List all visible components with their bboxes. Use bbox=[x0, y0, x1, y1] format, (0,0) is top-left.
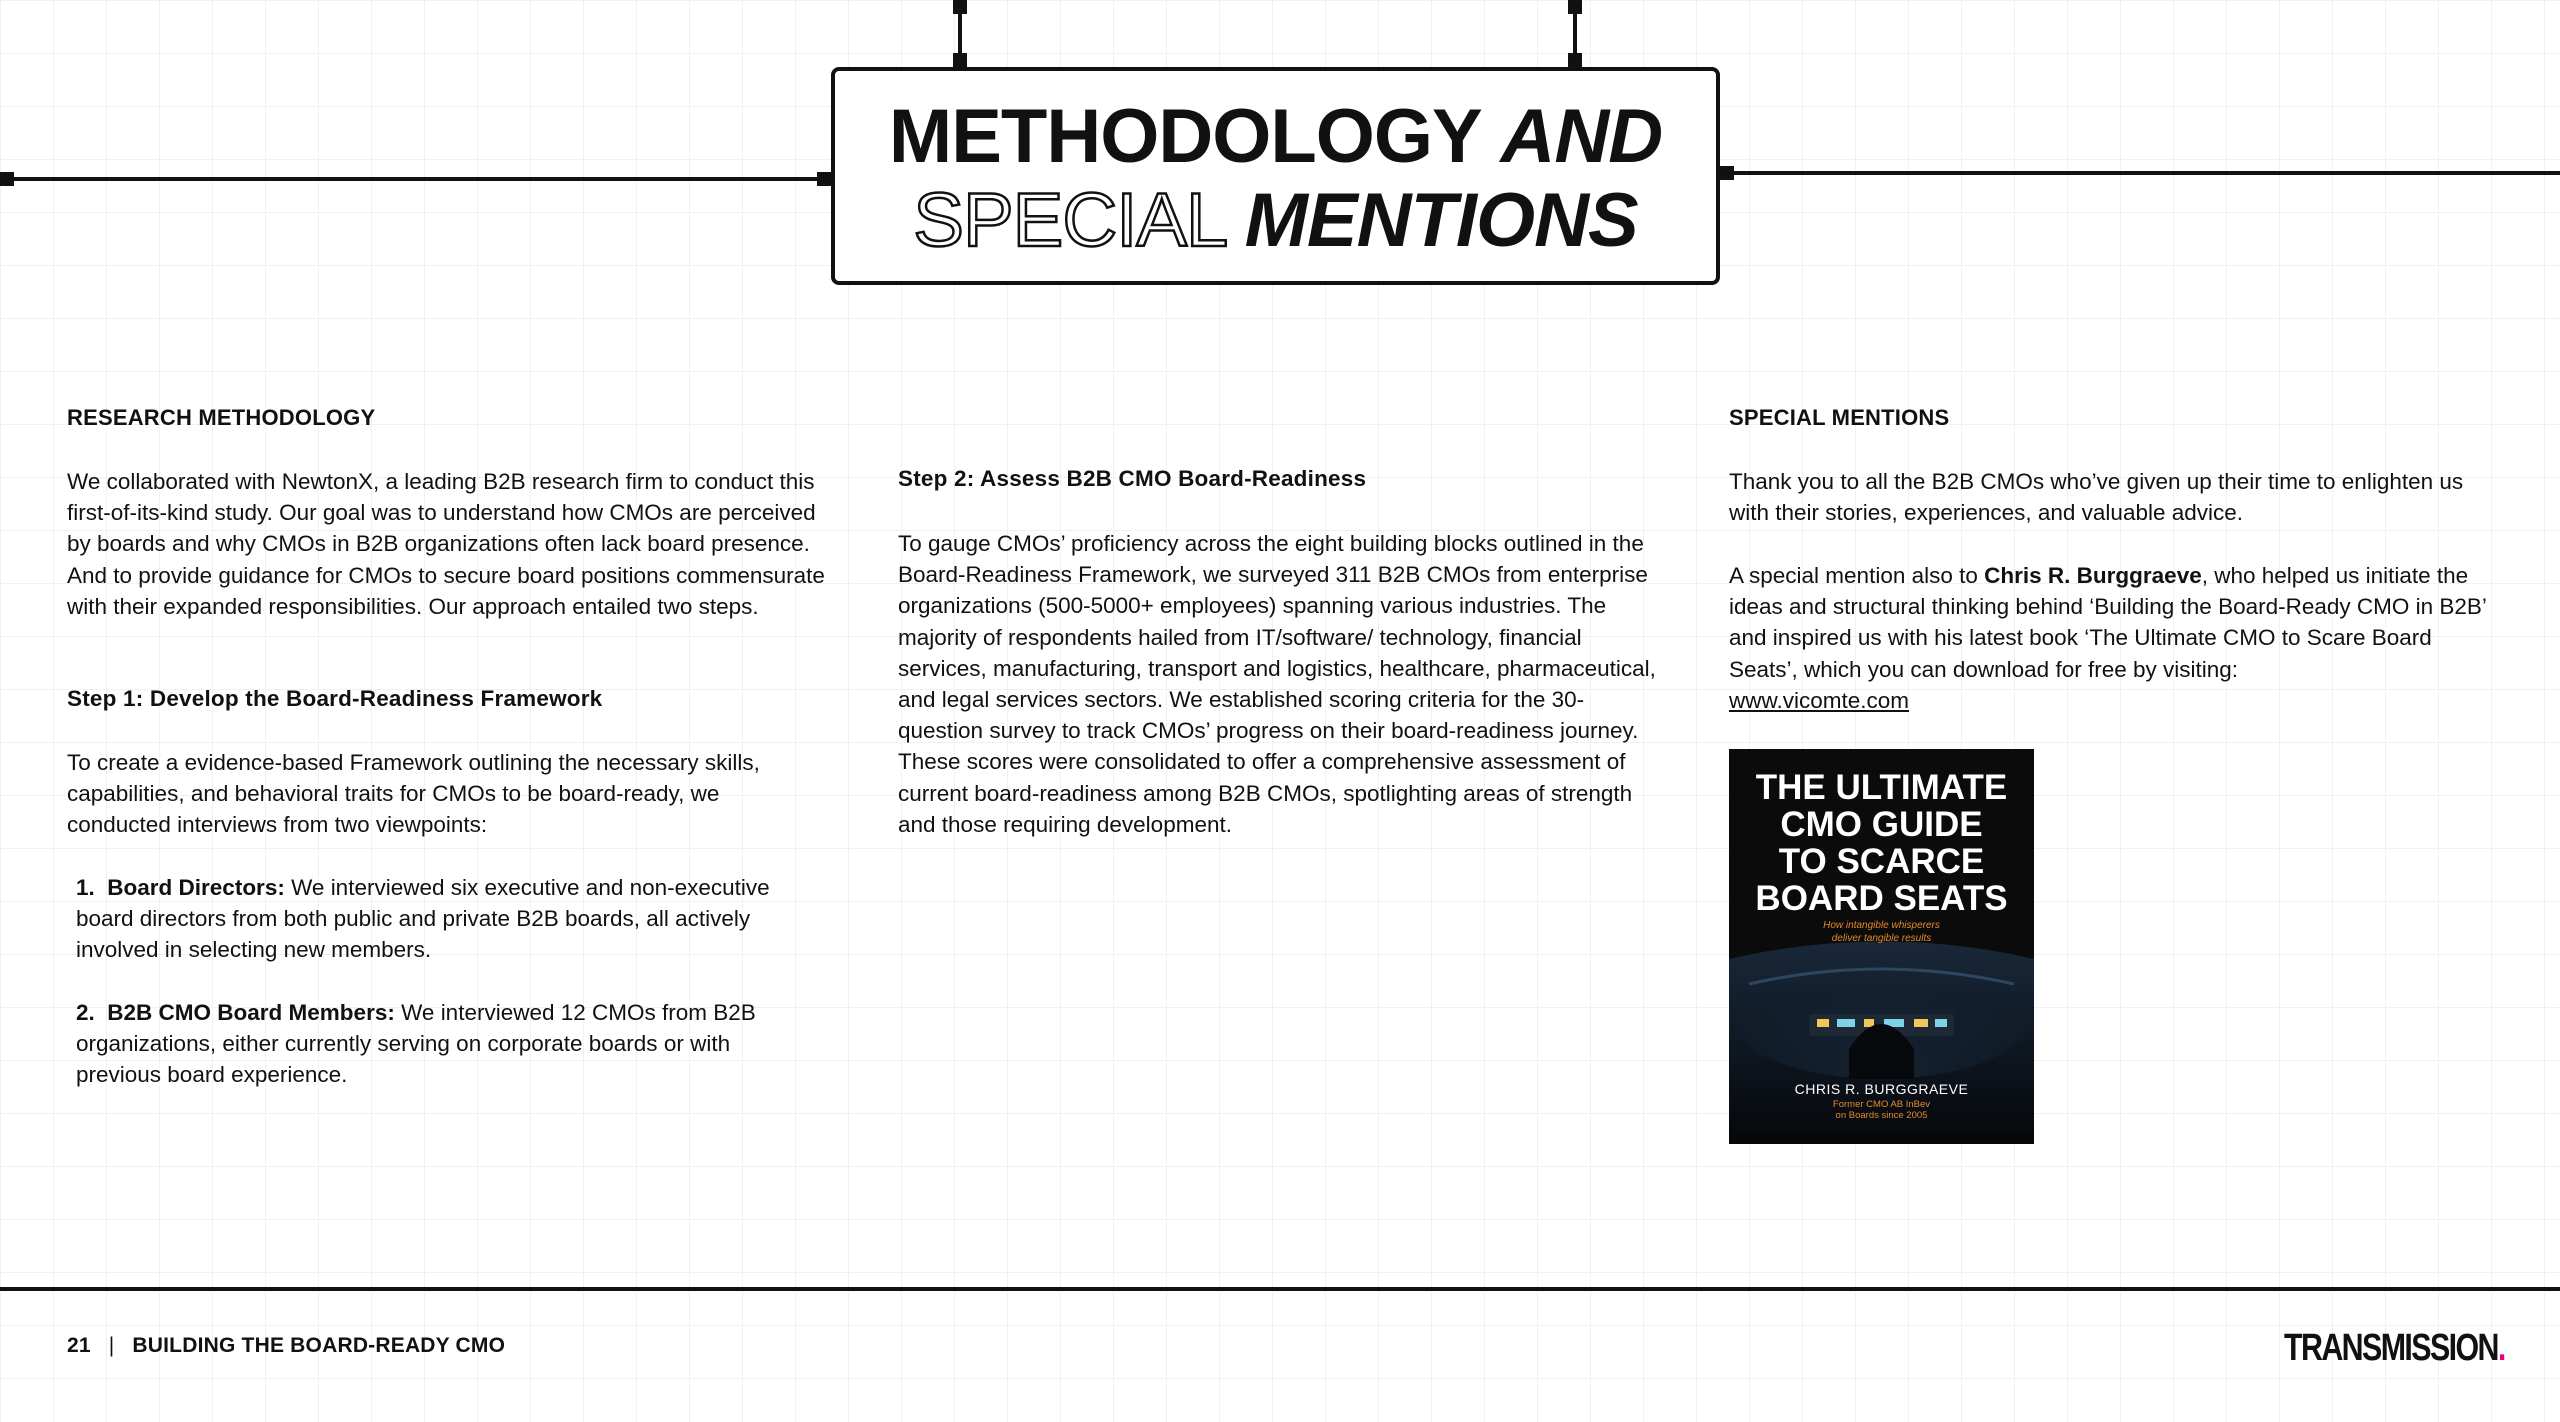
mention-prefix: A special mention also to bbox=[1729, 563, 1985, 588]
connector-node-right-box bbox=[1720, 166, 1734, 180]
connector-line-right bbox=[1720, 171, 2560, 175]
step2-heading: Step 2: Assess B2B CMO Board-Readiness bbox=[898, 466, 1367, 491]
page-title-box bbox=[831, 67, 1720, 285]
book-author: CHRIS R. BURGGRAEVE bbox=[1794, 1081, 1969, 1097]
page-title-line2 bbox=[835, 178, 1716, 263]
connector-node-left-end bbox=[0, 172, 14, 186]
page-title-line1 bbox=[835, 94, 1716, 179]
list-item-cmo-board-members bbox=[76, 997, 816, 1091]
connector-node-top-right-b bbox=[1568, 53, 1582, 67]
special-thanks-paragraph: Thank you to all the B2B CMOs who’ve given up their time to enlighten us with their stories, experiences, and valuable advice. bbox=[1729, 469, 2464, 526]
research-methodology-heading: RESEARCH METHODOLOGY bbox=[67, 405, 376, 430]
book-title bbox=[1729, 769, 2034, 917]
connector-line-left bbox=[0, 177, 831, 181]
mention-name: Chris R. Burggraeve bbox=[1984, 563, 2202, 588]
book-subtitle-line: deliver tangible results bbox=[1831, 933, 1932, 944]
list-text: We interviewed 12 CMOs from B2B organizations, either currently serving on corporate boards or with previous board experience. bbox=[76, 1000, 756, 1088]
list-number: 1. bbox=[76, 875, 95, 900]
page-number: 21 bbox=[67, 1334, 91, 1357]
list-number: 2. bbox=[76, 1000, 95, 1025]
book-author-role bbox=[1729, 1099, 2034, 1121]
special-mentions-heading: SPECIAL MENTIONS bbox=[1729, 405, 1950, 430]
footer-separator: | bbox=[108, 1334, 115, 1357]
title-methodology: METHODOLOGY bbox=[888, 94, 1481, 179]
footer-divider bbox=[0, 1287, 2560, 1291]
book-role-line: on Boards since 2005 bbox=[1835, 1110, 1928, 1121]
book-title-line: BOARD SEATS bbox=[1755, 879, 2008, 918]
book-subtitle-line: How intangible whisperers bbox=[1823, 920, 1940, 931]
book-role-line: Former CMO AB InBev bbox=[1832, 1099, 1931, 1110]
footer-info bbox=[67, 1334, 505, 1358]
special-mention-paragraph bbox=[1729, 560, 2499, 716]
mention-suffix: , who helped us initiate the ideas and structural thinking behind ‘Building the Board-Ready CMO in B2B’ and inspired us with his latest book ‘The Ultimate CMO to Scare Board Seats’, which you can download for free by visiting: bbox=[1729, 563, 2487, 682]
title-mentions: MENTIONS bbox=[1244, 178, 1638, 263]
list-label: B2B CMO Board Members: bbox=[107, 1000, 395, 1025]
step1-paragraph: To create a evidence-based Framework outlining the necessary skills, capabilities, and behavioral traits for CMOs to be board-ready, we conducted interviews from two viewpoints: bbox=[67, 750, 760, 838]
book-title-line: TO SCARCE bbox=[1778, 842, 1985, 881]
step2-paragraph: To gauge CMOs’ proficiency across the eight building blocks outlined in the Board-Readiness Framework, we surveyed 311 B2B CMOs from enterprise organizations (500-5000+ employees) spanning various industries. The majority of respondents hailed from IT/software/ technology, financial services, manufacturing, transport and logistics, healthcare, pharmaceutical, and legal services sectors. We established scoring criteria for the 30-question survey to track CMOs’ progress on their board-readiness journey. These scores were consolidated to offer a comprehensive assessment of current board-readiness among B2B CMOs, spotlighting areas of strength and those requiring development. bbox=[898, 531, 1656, 837]
connector-node-top-left-b bbox=[953, 53, 967, 67]
step1-heading: Step 1: Develop the Board-Readiness Framework bbox=[67, 686, 603, 711]
book-subtitle bbox=[1729, 919, 2034, 945]
list-label: Board Directors: bbox=[107, 875, 285, 900]
list-text: We interviewed six executive and non-executive board directors from both public and private B2B boards, all actively involved in selecting new members. bbox=[76, 875, 770, 963]
vicomte-link[interactable]: www.vicomte.com bbox=[1729, 687, 1910, 713]
connector-node-top-left-a bbox=[953, 0, 967, 14]
list-item-board-directors bbox=[76, 872, 816, 966]
book-title-line: CMO GUIDE bbox=[1780, 805, 1983, 844]
book-title-line: THE ULTIMATE bbox=[1755, 768, 2008, 807]
book-cover-image bbox=[1729, 749, 2034, 1144]
footer-doc-title: BUILDING THE BOARD-READY CMO bbox=[132, 1334, 506, 1357]
research-intro-paragraph: We collaborated with NewtonX, a leading B2B research firm to conduct this first-of-its-kind study. Our goal was to understand how CMOs are perceived by boards and why CMOs in B2B organizations often lack board presence. And to provide guidance for CMOs to secure board positions commensurate with their expanded responsibilities. Our approach entailed two steps. bbox=[67, 469, 825, 619]
logo-text: TRANSMISSION bbox=[2284, 1327, 2498, 1369]
logo-dot: . bbox=[2497, 1327, 2505, 1369]
connector-node-top-right-a bbox=[1568, 0, 1582, 14]
title-special: SPECIAL bbox=[913, 178, 1225, 263]
title-and: AND bbox=[1500, 94, 1663, 179]
connector-node-left-box bbox=[817, 172, 831, 186]
transmission-logo bbox=[2284, 1327, 2505, 1370]
